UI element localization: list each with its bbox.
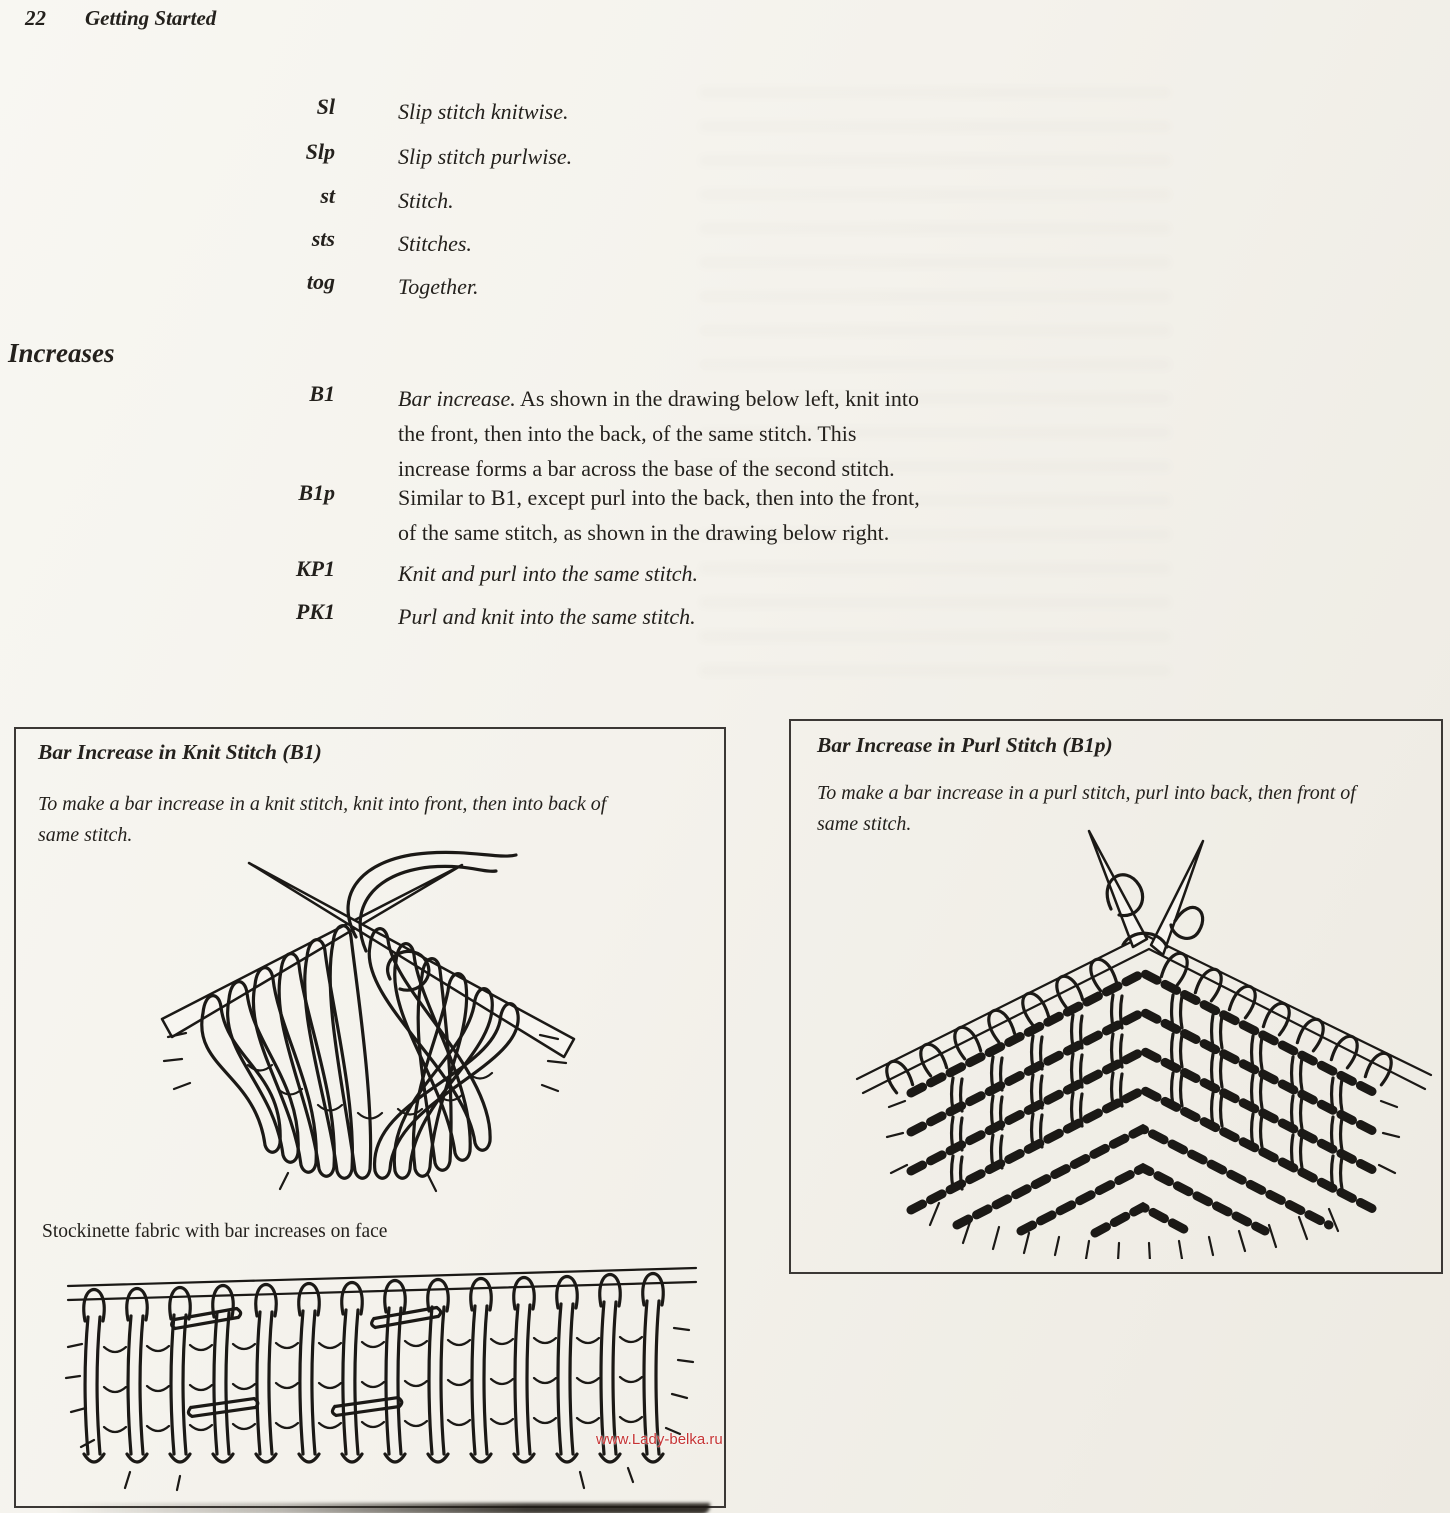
purl-increase-illustration (853, 825, 1437, 1259)
abbreviation-row (0, 94, 1140, 129)
bar-increase-mark (171, 1308, 241, 1329)
definition-line (398, 381, 919, 416)
increase-definition (398, 381, 919, 486)
definition-line-rest: As shown in the drawing below left, knit into (520, 386, 920, 411)
increases-heading: Increases (8, 338, 115, 368)
abbr-definition: Together. (398, 274, 479, 299)
page-number: 22 (25, 6, 46, 30)
abbr-definition: Stitches. (398, 231, 472, 256)
abbr-definition: Stitch. (398, 188, 454, 213)
bar-increase-mark (188, 1398, 259, 1417)
knit-increase-illustration (128, 837, 620, 1219)
increase-term: B1 (309, 381, 335, 406)
increase-entry-kp1 (0, 556, 1140, 591)
knitting-needle-left (1089, 831, 1147, 947)
definition-line: the front, then into the back, of the same stitch. This (398, 421, 857, 446)
abbr-definition: Slip stitch knitwise. (398, 99, 569, 124)
abbr-term: Slp (305, 139, 335, 164)
figure-caption-line: To make a bar increase in a purl stitch, purl into back, then front of (817, 782, 1356, 804)
figure-box-knit-increase (14, 727, 726, 1508)
increase-term: B1p (298, 480, 335, 505)
definition-line: Similar to B1, except purl into the back, then into the front, (398, 485, 920, 510)
figure-caption-line: same stitch. (817, 813, 912, 835)
scan-edge-shadow (55, 1503, 710, 1513)
increase-entry-b1 (0, 381, 1140, 486)
abbreviation-row (0, 269, 1140, 304)
increase-term: PK1 (295, 599, 335, 624)
increase-entry-b1p (0, 480, 1140, 550)
figure-caption-line: same stitch. (38, 824, 133, 846)
figure-sub-caption: Stockinette fabric with bar increases on face (42, 1221, 388, 1242)
site-watermark: www.Lady-belka.ru (596, 1431, 723, 1448)
chapter-title: Getting Started (85, 6, 217, 30)
figure-box-purl-increase (789, 719, 1443, 1274)
figure-title: Bar Increase in Knit Stitch (B1) (38, 740, 322, 764)
stockinette-swatch-illustration (60, 1246, 704, 1498)
increase-definition: Knit and purl into the same stitch. (398, 561, 699, 586)
abbr-definition: Slip stitch purlwise. (398, 144, 573, 169)
increase-term: KP1 (295, 556, 335, 581)
abbr-term: Sl (316, 94, 335, 119)
definition-line: of the same stitch, as shown in the drawing below right. (398, 520, 890, 545)
abbr-term: st (320, 183, 335, 208)
abbreviation-row (0, 183, 1140, 218)
increase-definition: Purl and knit into the same stitch. (398, 604, 696, 629)
abbreviation-row (0, 226, 1140, 261)
abbr-term: tog (306, 269, 335, 294)
figure-title: Bar Increase in Purl Stitch (B1p) (817, 733, 1113, 757)
definition-lead: Bar increase. (398, 386, 516, 411)
abbreviation-row (0, 139, 1140, 174)
figure-caption-line: To make a bar increase in a knit stitch, knit into front, then into back of (38, 793, 607, 815)
increase-definition (398, 480, 920, 550)
definition-line: increase forms a bar across the base of the second stitch. (398, 456, 895, 481)
abbr-term: sts (311, 226, 335, 251)
increase-entry-pk1 (0, 599, 1140, 634)
